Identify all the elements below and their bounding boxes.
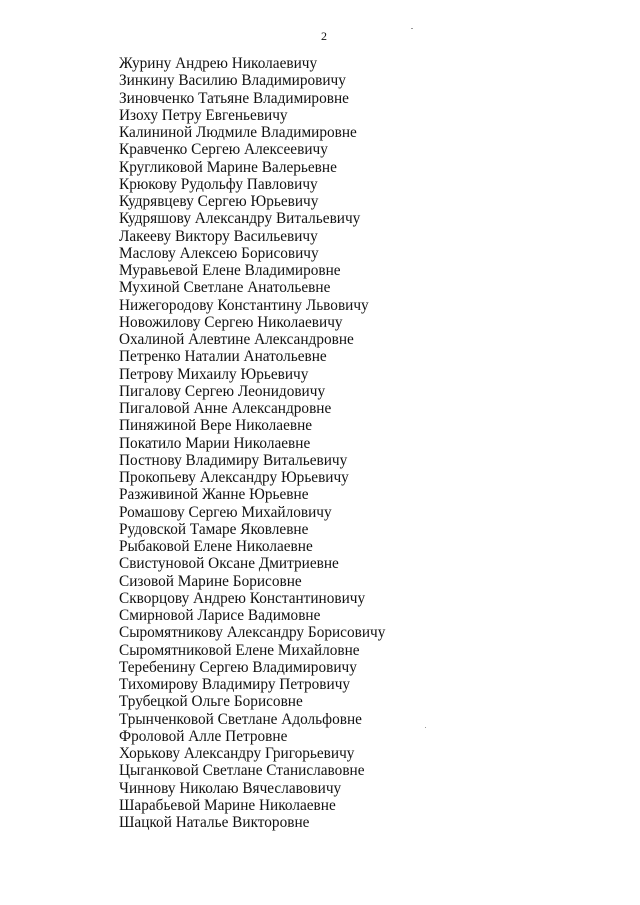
list-item: Кудрявцеву Сергею Юрьевичу [119, 193, 319, 210]
list-item: Изоху Петру Евгеньевичу [119, 106, 288, 124]
list-item: Петрову Михаилу Юрьевичу [119, 365, 309, 383]
list-item: Чиннову Николаю Вячеславовичу [119, 779, 342, 797]
list-item: Шарабьевой Марине Николаевне [119, 796, 336, 814]
list-item: Разживиной Жанне Юрьевне [119, 486, 309, 504]
list-item: Трынченковой Светлане Адольфовне [119, 710, 362, 728]
list-item: Калининой Людмиле Владимировне [119, 124, 357, 141]
list-item: Прокопьеву Александру Юрьевичу [119, 469, 349, 486]
list-item: Нижегородову Константину Львовичу [119, 296, 369, 314]
list-item: Пигаловой Анне Александровне [119, 400, 332, 417]
list-item: Смирновой Ларисе Вадимовне [119, 607, 321, 624]
list-item: Постнову Владимиру Витальевичу [119, 451, 348, 469]
list-item: Тихомирову Владимиру Петровичу [119, 676, 351, 693]
list-item: Сыромятниковой Елене Михайловне [119, 641, 360, 659]
list-item: Рыбаковой Елене Николаевне [119, 538, 313, 555]
list-item: Журину Андрею Николаевичу [119, 55, 318, 72]
list-item: Кругликовой Марине Валерьевне [119, 158, 337, 176]
list-item: Пиняжиной Вере Николаевне [119, 417, 313, 435]
scan-speck [425, 727, 426, 728]
list-item: Цыганковой Светлане Станиславовне [119, 762, 365, 780]
list-item: Ромашову Сергею Михайловичу [119, 503, 332, 521]
list-item: Кудряшову Александру Витальевичу [119, 210, 361, 228]
list-item: Теребенину Сергею Владимировичу [119, 658, 357, 676]
list-item: Пигалову Сергею Леонидовичу [119, 382, 326, 400]
list-item: Петренко Наталии Анатольевне [119, 348, 327, 366]
list-item: Сизовой Марине Борисовне [119, 572, 302, 590]
list-item: Свистуновой Оксане Дмитриевне [119, 555, 339, 573]
list-item: Зиновченко Татьяне Владимировне [119, 89, 349, 107]
list-item: Сыромятникову Александру Борисовичу [119, 624, 386, 642]
list-item: Трубецкой Ольге Борисовне [119, 693, 303, 711]
list-item: Лакееву Виктору Васильевичу [119, 227, 318, 245]
list-item: Маслову Алексею Борисовичу [119, 244, 319, 262]
list-item: Охалиной Алевтине Александровне [119, 331, 354, 348]
page-number: 2 [321, 29, 327, 43]
list-item: Крюкову Рудольфу Павловичу [119, 175, 318, 193]
list-item: Скворцову Андрею Константиновичу [119, 589, 366, 607]
list-item: Кравченко Сергею Алексеевичу [119, 141, 328, 159]
list-item: Покатило Марии Николаевне [119, 434, 311, 452]
names-list [119, 55, 385, 831]
scan-speck [411, 28, 413, 29]
list-item: Рудовской Тамаре Яковлевне [119, 520, 309, 538]
list-item: Мухиной Светлане Анатольевне [119, 279, 331, 297]
list-item: Хорькову Александру Григорьевичу [119, 745, 355, 762]
list-item: Новожилову Сергею Николаевичу [119, 313, 343, 331]
list-item: Шацкой Наталье Викторовне [119, 814, 310, 831]
list-item: Муравьевой Елене Владимировне [119, 262, 341, 279]
list-item: Зинкину Василию Владимировичу [119, 72, 346, 90]
list-item: Фроловой Алле Петровне [119, 727, 288, 745]
